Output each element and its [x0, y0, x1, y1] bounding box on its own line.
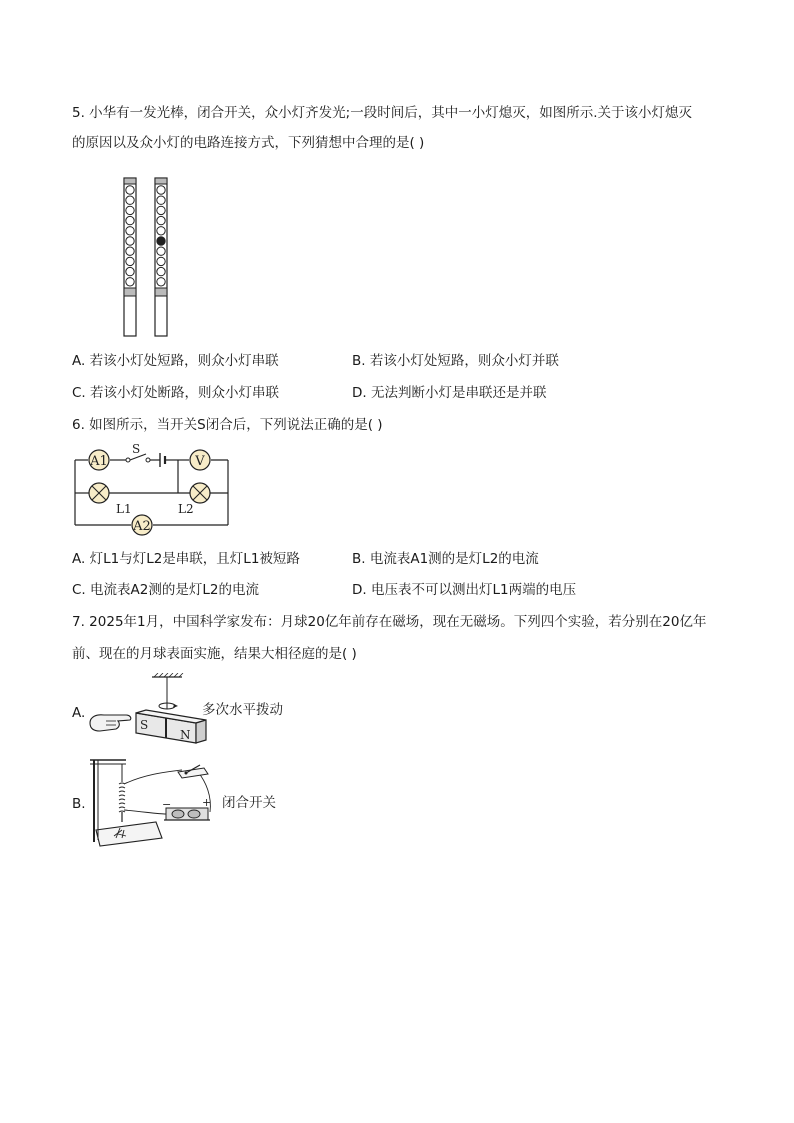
q6-option-d: D. 电压表不可以测出灯L1两端的电压	[352, 582, 577, 598]
magnet-pole-s: S	[140, 718, 149, 732]
lamp	[126, 196, 134, 204]
glow-stick-right	[155, 178, 167, 336]
q5-option-c: C. 若该小灯处断路，则众小灯串联	[72, 385, 280, 401]
hanging-magnet-figure	[86, 673, 211, 748]
q6-stem: 6. 如图所示，当开关S闭合后，下列说法正确的是( )	[72, 417, 383, 433]
ammeter-a2-icon	[132, 515, 152, 535]
lamp-l1-icon	[89, 483, 109, 503]
lamp-l1-label: L1	[116, 502, 132, 516]
q7-stem-line1: 7. 2025年1月，中国科学家发布：月球20亿年前存在磁场，现在无磁场。下列四个实验，若分别在20亿年	[72, 614, 707, 630]
lamp	[157, 186, 165, 194]
lamp	[126, 257, 134, 265]
switch-label: S	[132, 443, 141, 456]
lamp	[157, 216, 165, 224]
lamp	[126, 278, 134, 286]
q6-option-b: B. 电流表A1测的是灯L2的电流	[352, 551, 539, 567]
q7-option-b-letter: B.	[72, 796, 86, 812]
q7-option-a-letter: A.	[72, 705, 86, 721]
lamp	[157, 196, 165, 204]
lamp	[157, 227, 165, 235]
q5-option-a: A. 若该小灯处短路，则众小灯串联	[72, 353, 279, 369]
battery-minus: −	[162, 798, 172, 811]
lamp	[157, 247, 165, 255]
q7-option-a-caption: 多次水平拨动	[202, 702, 283, 718]
q7-option-b-caption: 闭合开关	[222, 795, 276, 811]
ammeter-a1-label: A1	[90, 454, 108, 469]
lamp-l2-label: L2	[178, 502, 194, 516]
magnet-pole-n: N	[180, 728, 191, 742]
lamp-l2-icon	[190, 483, 210, 503]
q7-stem-line2: 前、现在的月球表面实施，结果大相径庭的是( )	[72, 646, 357, 662]
lamp	[126, 206, 134, 214]
q6-option-c: C. 电流表A2测的是灯L2的电流	[72, 582, 259, 598]
battery-plus: +	[202, 796, 212, 809]
glow-stick-left	[124, 178, 136, 336]
lamp	[126, 267, 134, 275]
lamp	[157, 278, 165, 286]
voltmeter-label: V	[195, 454, 205, 469]
circuit-diagram	[70, 443, 235, 538]
lamp	[157, 267, 165, 275]
ammeter-a2-label: A2	[133, 519, 151, 534]
voltmeter-icon	[190, 450, 210, 470]
q6-option-a: A. 灯L1与灯L2是串联，且灯L1被短路	[72, 551, 300, 567]
lamp	[126, 247, 134, 255]
electromagnet-figure	[86, 752, 221, 848]
unlit-lamp	[157, 237, 165, 245]
q5-option-d: D. 无法判断小灯是串联还是并联	[352, 385, 547, 401]
lamp	[157, 206, 165, 214]
glow-stick-figure	[118, 176, 174, 340]
lamp	[126, 237, 134, 245]
ammeter-a1-icon	[89, 450, 109, 470]
lamp	[126, 216, 134, 224]
lamp	[126, 186, 134, 194]
lamp	[126, 227, 134, 235]
q5-option-b: B. 若该小灯处短路，则众小灯并联	[352, 353, 559, 369]
q5-stem-line2: 的原因以及众小灯的电路连接方式，下列猜想中合理的是( )	[72, 135, 425, 151]
lamp	[157, 257, 165, 265]
knife-switch-icon	[178, 765, 208, 778]
q5-stem-line1: 5. 小华有一发光棒，闭合开关，众小灯齐发光;一段时间后，其中一小灯熄灭，如图所示.关于该小灯熄灭	[72, 105, 693, 121]
hand-icon	[90, 715, 131, 731]
